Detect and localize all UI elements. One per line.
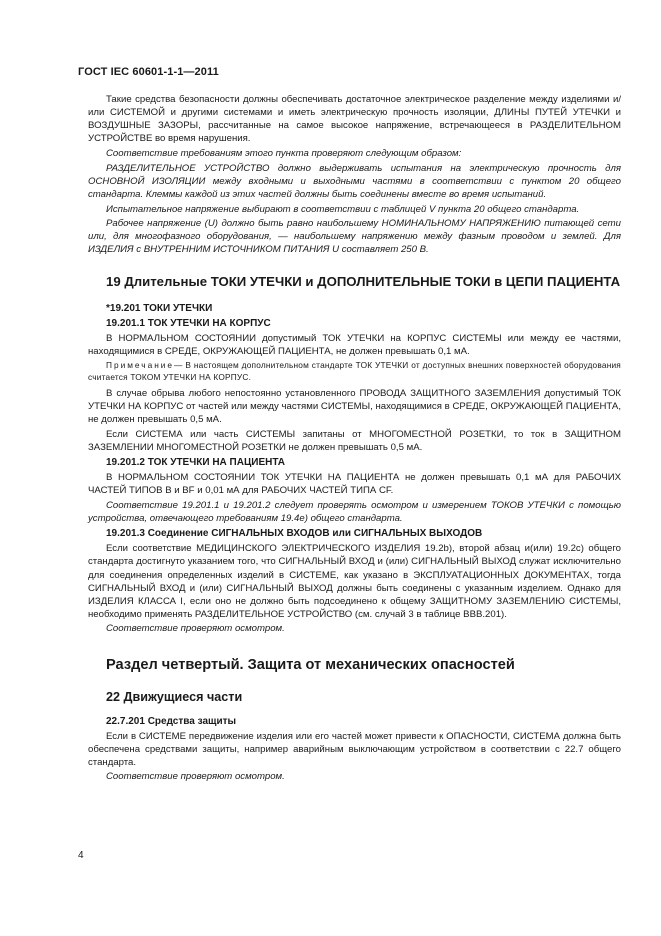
page-content — [88, 93, 621, 785]
leakage-enclosure-paragraph-3: Если СИСТЕМА или часть СИСТЕМЫ запитаны от МНОГОМЕСТНОЙ РОЗЕТКИ, то ток в ЗАЩИТНОМ ЗАЗЕМЛЕНИИ МНОГОМЕСТНОЙ РОЗЕТКИ не должен превышать 0,5 мА. — [88, 429, 621, 454]
note-paragraph — [88, 359, 621, 383]
signal-compliance-paragraph: Соответствие проверяют осмотром. — [106, 623, 285, 635]
note-label: Примечание — [106, 360, 175, 371]
section-22-heading: 22 Движущиеся части — [106, 689, 243, 704]
protection-compliance-paragraph: Соответствие проверяют осмотром. — [106, 771, 285, 783]
page-number: 4 — [78, 850, 84, 861]
part-4-heading: Раздел четвертый. Защита от механических опасностей — [106, 656, 515, 673]
subsection-19-201-2-heading: 19.201.2 ТОК УТЕЧКИ НА ПАЦИЕНТА — [106, 457, 286, 469]
intro-test-paragraph: РАЗДЕЛИТЕЛЬНОЕ УСТРОЙСТВО должно выдерживать испытания на электрическую прочность для ОСНОВНОЙ ИЗОЛЯЦИИ между входными и выходными частями в соответствии с пунктом 20 общего стандарта. Клеммы каждой из этих частей должны быть соединены вместе во время испытаний. — [88, 162, 621, 200]
subsection-19-201-1-heading: 19.201.1 ТОК УТЕЧКИ НА КОРПУС — [106, 317, 271, 329]
protection-means-paragraph: Если в СИСТЕМЕ передвижение изделия или его частей может привести к ОПАСНОСТИ, СИСТЕМА должна быть обеспечена средствами защиты, например аварийным выключающим устройством в соответствии с 22.7 общего стандарта. — [88, 730, 621, 768]
intro-working-voltage-paragraph: Рабочее напряжение (U) должно быть равно наибольшему НОМИНАЛЬНОМУ НАПРЯЖЕНИЮ питающей сети или, для многофазного оборудования, — наибольшему напряжению между фазным проводом и землей. Для ИЗДЕЛИЯ с ВНУТРЕННИМ ИСТОЧНИКОМ ПИТАНИЯ U составляет 250 В. — [88, 218, 621, 256]
subsection-22-7-201-heading: 22.7.201 Средства защиты — [106, 715, 237, 727]
document-header: ГОСТ IEC 60601-1-1—2011 — [78, 66, 219, 78]
patient-leakage-compliance-paragraph: Соответствие 19.201.1 и 19.201.2 следует проверять осмотром и измерением ТОКОВ УТЕЧКИ с помощью устройства, отвечающего требованиям 19.4е) общего стандарта. — [88, 500, 621, 525]
section-19-heading: 19 Длительные ТОКИ УТЕЧКИ и ДОПОЛНИТЕЛЬНЫЕ ТОКИ в ЦЕПИ ПАЦИЕНТА — [106, 273, 621, 289]
subsection-19-201-heading: *19.201 ТОКИ УТЕЧКИ — [106, 302, 213, 314]
patient-leakage-paragraph-1: В НОРМАЛЬНОМ СОСТОЯНИИ ТОК УТЕЧКИ НА ПАЦИЕНТА не должен превышать 0,1 мА для РАБОЧИХ ЧАСТЕЙ ТИПОВ В и BF и 0,01 мА для РАБОЧИХ ЧАСТЕЙ ТИПА CF. — [88, 472, 621, 497]
intro-compliance-paragraph: Соответствие требованиям этого пункта проверяют следующим образом: — [106, 147, 462, 159]
leakage-enclosure-paragraph-2: В случае обрыва любого непостоянно установленного ПРОВОДА ЗАЩИТНОГО ЗАЗЕМЛЕНИЯ допустимый ТОК УТЕЧКИ НА КОРПУС от частей или между частями СИСТЕМЫ, находящимися в СРЕДЕ, ОКРУЖАЮЩЕЙ ПАЦИЕНТА, не должен превышать 0,5 мА. — [88, 388, 621, 426]
note-text: — В настоящем дополнительном стандарте ТОК УТЕЧКИ от доступных внешних поверхностей оборудования считается ТОКОМ УТЕЧКИ НА КОРПУС. — [88, 360, 621, 383]
signal-connection-paragraph: Если соответствие МЕДИЦИНСКОГО ЭЛЕКТРИЧЕСКОГО ИЗДЕЛИЯ 19.2b), второй абзац и(или) 19.2c) общего стандарта достигнуто указанием того, что СИГНАЛЬНЫЙ ВХОД и (или) СИГНАЛЬНЫЙ ВЫХОД служат исключительно для соединения определенных изделий в СИСТЕМЕ, как указано в ЭКСПЛУАТАЦИОННЫХ ДОКУМЕНТАХ, тогда СИГНАЛЬНЫЙ ВХОД и (или) СИГНАЛЬНЫЙ ВЫХОД должны быть соединены с указанным изделием. Однако для ИЗДЕЛИЯ КЛАССА I, если оно не должно быть подсоединено к общему ЗАЩИТНОМУ ЗАЗЕМЛЕНИЮ СИСТЕМЫ, необходимо применять РАЗДЕЛИТЕЛЬНОЕ УСТРОЙСТВО (см. случай 3 в таблице ВВВ.201). — [88, 543, 621, 620]
intro-paragraph-1: Такие средства безопасности должны обеспечивать достаточное электрическое разделение между изделиями и/или СИСТЕМОЙ и другими системами и иметь электрическую прочность изоляции, ДЛИНЫ ПУТЕЙ УТЕЧКИ и ВОЗДУШНЫЕ ЗАЗОРЫ, рассчитанные на самое высокое напряжение, встречающееся в РАЗДЕЛИТЕЛЬНОМ УСТРОЙСТВЕ во время нарушения. — [88, 94, 621, 145]
subsection-19-201-3-heading: 19.201.3 Соединение СИГНАЛЬНЫХ ВХОДОВ или СИГНАЛЬНЫХ ВЫХОДОВ — [106, 528, 483, 540]
intro-voltage-paragraph: Испытательное напряжение выбирают в соответствии с таблицей V пункта 20 общего стандарта. — [106, 203, 580, 215]
leakage-enclosure-paragraph-1: В НОРМАЛЬНОМ СОСТОЯНИИ допустимый ТОК УТЕЧКИ на КОРПУС СИСТЕМЫ или между ее частями, находящимися в СРЕДЕ, ОКРУЖАЮЩЕЙ ПАЦИЕНТА, не должен превышать 0,1 мА. — [88, 332, 621, 357]
